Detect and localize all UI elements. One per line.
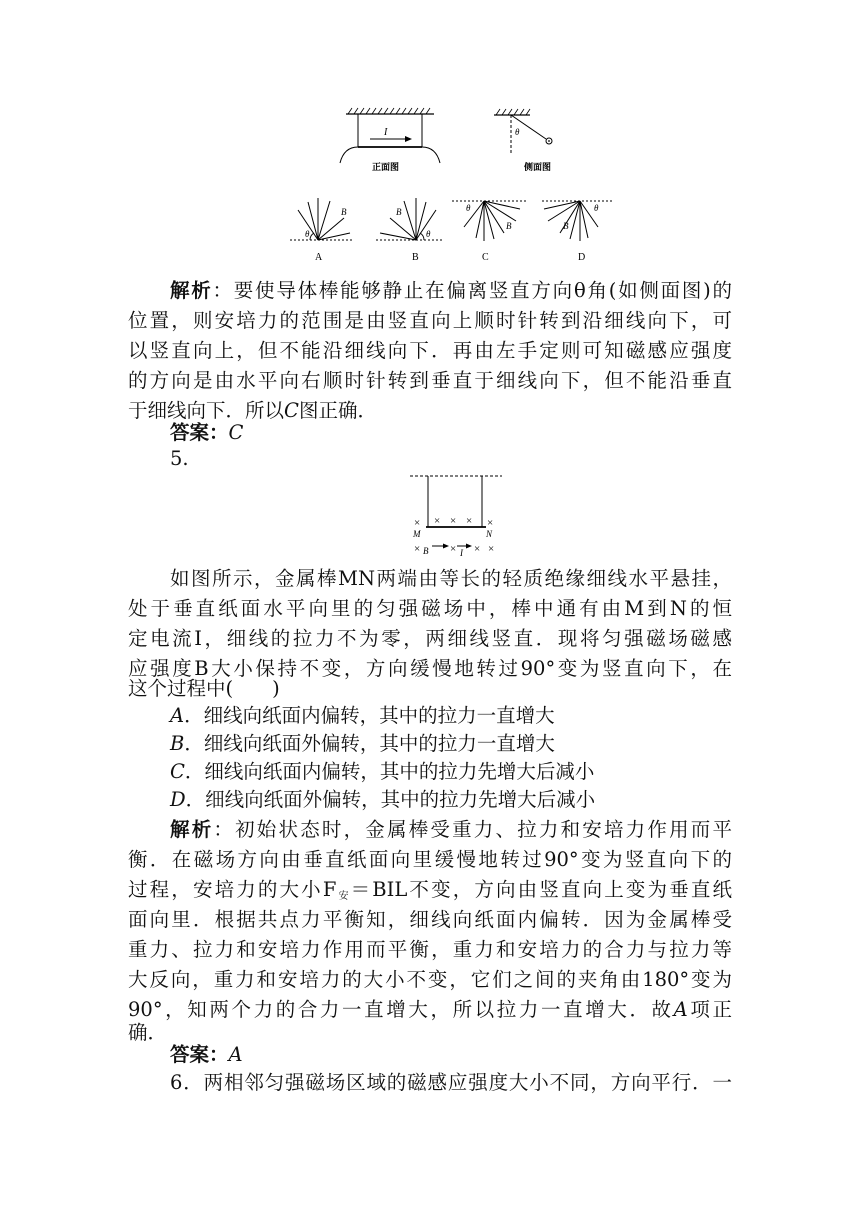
analysis-2-line-7: 90°，知两个力的合力一直增大，所以拉力一直增大．故A项正 bbox=[128, 998, 732, 1021]
figure-1 bbox=[280, 105, 620, 270]
option-d[interactable]: D．细线向纸面外偏转，其中的拉力先增大后减小 bbox=[170, 788, 596, 811]
front-view-diagram bbox=[340, 108, 440, 172]
figure-2-rod-in-field bbox=[410, 470, 510, 558]
svg-text:θ: θ bbox=[305, 229, 310, 239]
analysis-2-line-1: 解析：初始状态时，金属棒受重力、拉力和安培力作用而平 bbox=[170, 818, 732, 841]
svg-text:×: × bbox=[450, 543, 457, 555]
svg-text:×: × bbox=[488, 543, 495, 555]
svg-text:×: × bbox=[487, 517, 494, 529]
option-c-diagram bbox=[452, 201, 528, 263]
label-n: N bbox=[486, 529, 493, 539]
svg-text:×: × bbox=[414, 543, 421, 555]
option-c[interactable]: C．细线向纸面内偏转，其中的拉力先增大后减小 bbox=[170, 760, 595, 783]
svg-text:×: × bbox=[474, 543, 481, 555]
analysis-2-line-8: 确． bbox=[128, 1021, 168, 1044]
analysis-2-line-4: 面向里．根据共点力平衡知，细线向纸面内偏转．因为金属棒受 bbox=[128, 908, 732, 931]
svg-text:B: B bbox=[341, 207, 347, 217]
svg-text:θ: θ bbox=[515, 127, 520, 137]
option-b[interactable]: B．细线向纸面外偏转，其中的拉力一直增大 bbox=[170, 732, 555, 755]
option-a-diagram bbox=[290, 198, 352, 263]
analysis-1-line-2: 位置，则安培力的范围是由竖直向上顺时针转到沿细线向下，可 bbox=[128, 309, 732, 332]
option-a[interactable]: A．细线向纸面内偏转，其中的拉力一直增大 bbox=[170, 704, 555, 727]
analysis-1-line-3: 以竖直向上，但不能沿细线向下．再由左手定则可知磁感应强度 bbox=[128, 339, 732, 362]
option-d-diagram bbox=[542, 201, 612, 263]
front-view-label: 正面图 bbox=[372, 162, 400, 172]
svg-text:B: B bbox=[563, 221, 569, 231]
question-5-number: 5. bbox=[170, 447, 189, 470]
question-6-line-1: 6．两相邻匀强磁场区域的磁感应强度大小不同，方向平行．一 bbox=[170, 1071, 732, 1094]
analysis-2-line-5: 重力、拉力和安培力作用而平衡，重力和安培力的合力与拉力等 bbox=[128, 938, 732, 961]
svg-text:×: × bbox=[434, 515, 441, 527]
svg-text:θ: θ bbox=[466, 203, 471, 213]
analysis-2-line-6: 大反向，重力和安培力的大小不变，它们之间的夹角由180°变为 bbox=[128, 968, 732, 991]
analysis-2-line-3: 过程，安培力的大小$F_安=BIL$不变，方向由竖直向上变为垂直纸 bbox=[128, 878, 732, 902]
svg-text:B: B bbox=[412, 252, 419, 263]
q5-line-5: 这个过程中( ) bbox=[128, 677, 280, 700]
svg-text:D: D bbox=[578, 252, 586, 263]
q5-line-1: 如图所示，金属棒MN两端由等长的轻质绝缘细线水平悬挂， bbox=[170, 567, 732, 590]
svg-text:×: × bbox=[414, 517, 421, 529]
svg-text:×: × bbox=[466, 515, 473, 527]
q5-line-4: 应强度B大小保持不变，方向缓慢地转过90°变为竖直向下，在 bbox=[128, 657, 732, 680]
answer-1: 答案：C bbox=[170, 421, 244, 444]
side-view-diagram bbox=[494, 109, 552, 172]
side-view-label: 侧面图 bbox=[524, 162, 552, 172]
option-b-diagram bbox=[376, 198, 442, 263]
answer-2: 答案：A bbox=[170, 1043, 243, 1066]
label-b: B bbox=[423, 546, 429, 556]
svg-text:×: × bbox=[450, 515, 457, 527]
svg-text:B: B bbox=[506, 221, 512, 231]
analysis-1-line-1: 解析：要使导体棒能够静止在偏离竖直方向θ角(如侧面图)的 bbox=[170, 279, 732, 302]
analysis-1-line-4: 的方向是由水平向右顺时针转到垂直于细线向下，但不能沿垂直 bbox=[128, 369, 732, 392]
svg-text:B: B bbox=[396, 207, 402, 217]
label-i: I bbox=[460, 548, 463, 558]
q5-line-2: 处于垂直纸面水平向里的匀强磁场中，棒中通有由M到N的恒 bbox=[128, 597, 732, 620]
svg-text:θ: θ bbox=[426, 229, 431, 239]
svg-text:C: C bbox=[482, 252, 489, 263]
analysis-1-line-5: 于细线向下．所以C图正确． bbox=[128, 399, 377, 422]
label-m: M bbox=[413, 529, 421, 539]
q5-line-3: 定电流I，细线的拉力不为零，两细线竖直．现将匀强磁场磁感 bbox=[128, 627, 732, 650]
analysis-2-line-2: 衡．在磁场方向由垂直纸面向里缓慢地转过90°变为竖直向下的 bbox=[128, 848, 732, 871]
svg-text:A: A bbox=[315, 252, 323, 263]
current-label: I bbox=[384, 127, 388, 138]
svg-text:θ: θ bbox=[594, 203, 599, 213]
